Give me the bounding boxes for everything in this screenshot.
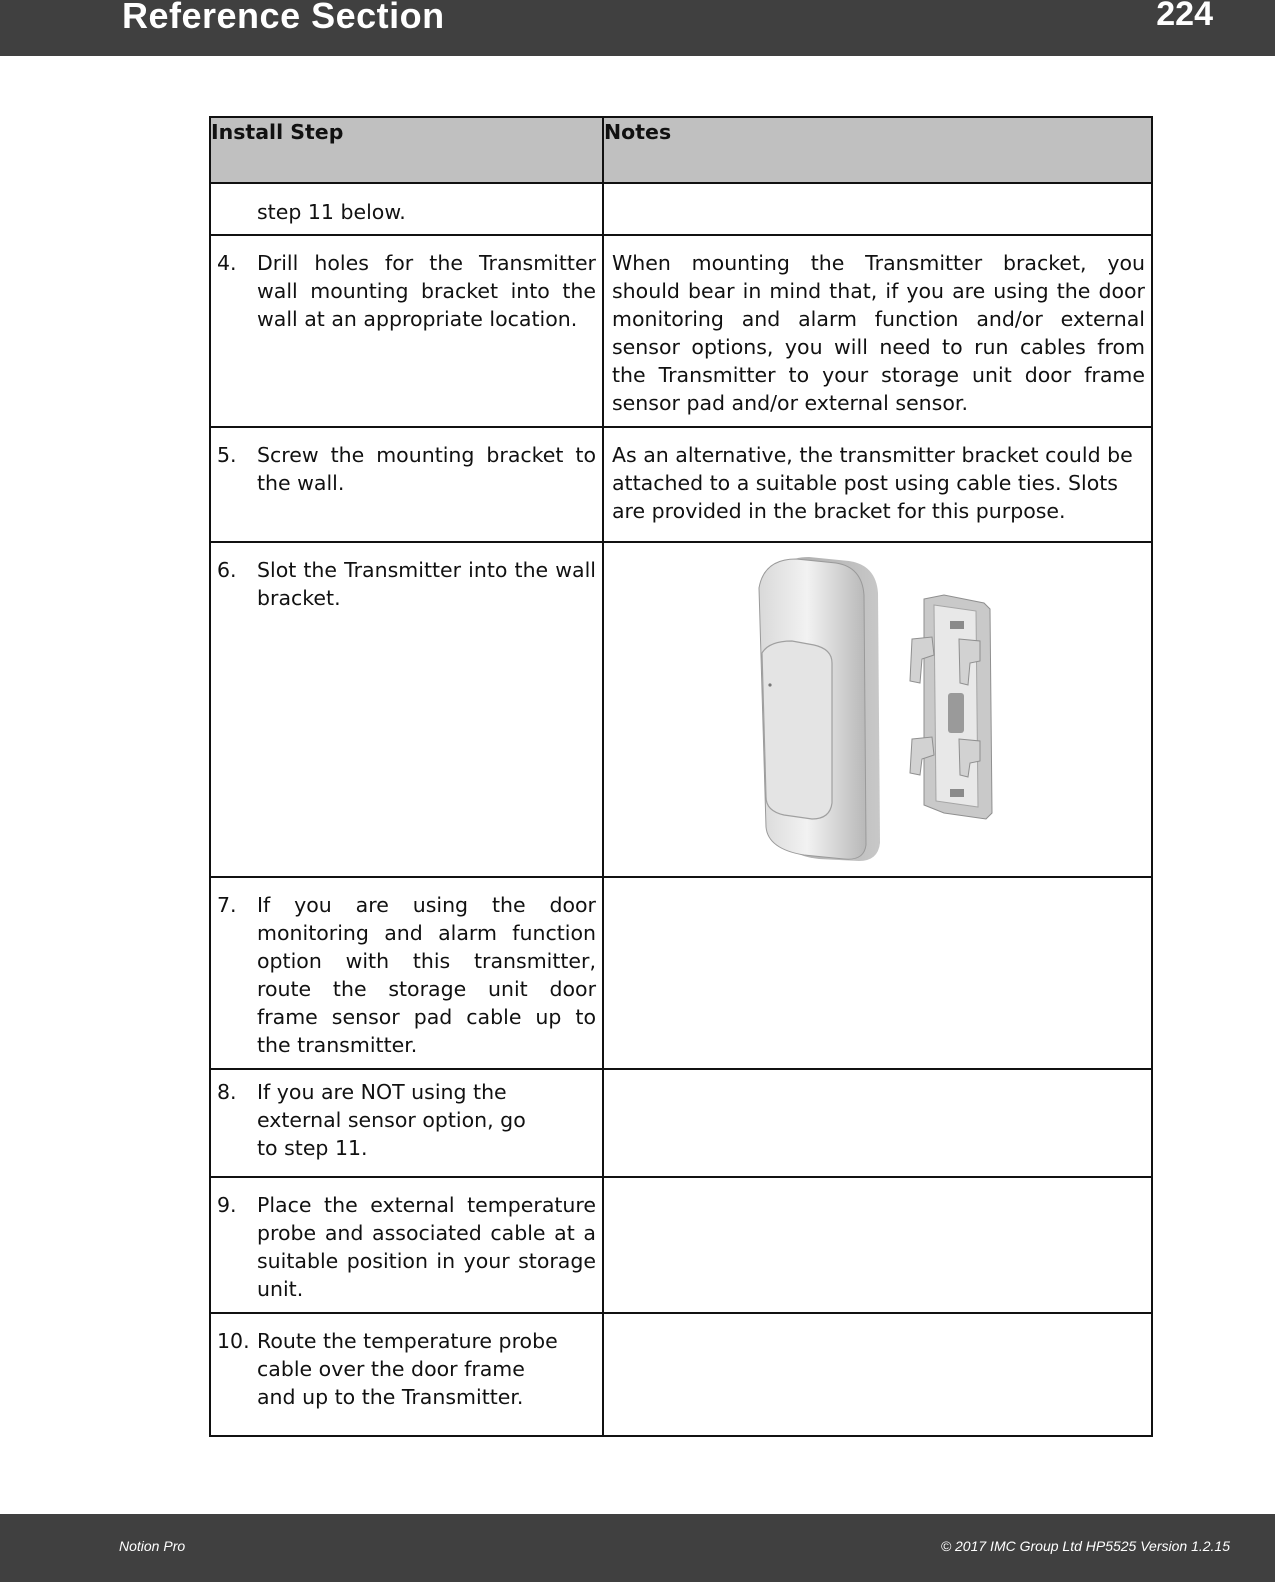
note-text: As an alternative, the transmitter bracket could be attached to a suitable post using cable ties. Slots are provided in the bracket for this purpose. bbox=[612, 443, 1133, 523]
note-cell bbox=[603, 235, 1152, 427]
step-number: 8. bbox=[217, 1080, 237, 1104]
table-row bbox=[210, 1177, 1152, 1313]
note-cell bbox=[603, 1177, 1152, 1313]
table-row bbox=[210, 183, 1152, 235]
column-header-notes: Notes bbox=[603, 117, 1152, 183]
note-text bbox=[604, 1314, 1151, 1332]
step-cell bbox=[210, 1177, 603, 1313]
note-cell bbox=[603, 427, 1152, 542]
note-text bbox=[604, 878, 1151, 896]
step-text: Screw the mounting bracket to the wall. bbox=[257, 443, 596, 495]
note-cell bbox=[603, 1069, 1152, 1177]
note-text bbox=[604, 1178, 1151, 1196]
table-row bbox=[210, 877, 1152, 1069]
step-cell bbox=[210, 542, 603, 877]
note-cell bbox=[603, 1313, 1152, 1436]
note-cell bbox=[603, 183, 1152, 235]
table-row bbox=[210, 427, 1152, 542]
note-text bbox=[604, 1070, 1151, 1088]
page-header bbox=[0, 0, 1275, 56]
note-text: When mounting the Transmitter bracket, you should bear in mind that, if you are using the door monitoring and alarm function and/or external sensor options, you will need to run cables from the Transmitter to your storage unit door frame sensor pad and/or external sensor. bbox=[612, 251, 1145, 415]
transmitter-unit bbox=[759, 557, 880, 861]
wall-bracket bbox=[910, 595, 992, 819]
step-number bbox=[217, 198, 257, 226]
step-text: Route the temperature probe cable over the door frame and up to the Transmitter. bbox=[257, 1329, 558, 1409]
transmitter-bracket-image bbox=[604, 543, 1149, 869]
table-row bbox=[210, 542, 1152, 877]
column-header-install-step: Install Step bbox=[210, 117, 603, 183]
table-row bbox=[210, 235, 1152, 427]
table-header-row bbox=[210, 117, 1152, 183]
step-cell bbox=[210, 1313, 603, 1436]
note-cell-image bbox=[603, 542, 1152, 877]
footer-copyright: © 2017 IMC Group Ltd HP5525 Version 1.2.15 bbox=[940, 1538, 1230, 1554]
step-cell bbox=[210, 427, 603, 542]
step-cell bbox=[210, 235, 603, 427]
step-text: If you are using the door monitoring and alarm function option with this transmitter, route the storage unit door frame sensor pad cable up to the transmitter. bbox=[257, 893, 596, 1057]
step-number: 4. bbox=[217, 251, 237, 275]
step-number: 5. bbox=[217, 443, 237, 467]
page-number: 224 bbox=[1156, 0, 1213, 33]
table-row bbox=[210, 1069, 1152, 1177]
note-text bbox=[604, 184, 1151, 202]
section-title: Reference Section bbox=[122, 0, 445, 36]
step-cell bbox=[210, 1069, 603, 1177]
step-number: 6. bbox=[217, 558, 237, 582]
note-cell bbox=[603, 877, 1152, 1069]
step-text: Drill holes for the Transmitter wall mounting bracket into the wall at an appropriate location. bbox=[257, 251, 596, 331]
footer-product: Notion Pro bbox=[119, 1538, 186, 1554]
step-cell bbox=[210, 183, 603, 235]
table-row bbox=[210, 1313, 1152, 1436]
step-cell bbox=[210, 877, 603, 1069]
step-text: If you are NOT using the external sensor option, go to step 11. bbox=[257, 1080, 526, 1160]
step-text: step 11 below. bbox=[257, 200, 406, 224]
step-text: Slot the Transmitter into the wall bracket. bbox=[257, 558, 596, 610]
page-footer bbox=[0, 1514, 1275, 1582]
step-number: 7. bbox=[217, 893, 237, 917]
install-steps-table bbox=[209, 116, 1153, 1437]
step-number: 9. bbox=[217, 1193, 237, 1217]
step-text: Place the external temperature probe and associated cable at a suitable position in your storage unit. bbox=[257, 1193, 596, 1301]
step-number: 10. bbox=[217, 1329, 250, 1353]
